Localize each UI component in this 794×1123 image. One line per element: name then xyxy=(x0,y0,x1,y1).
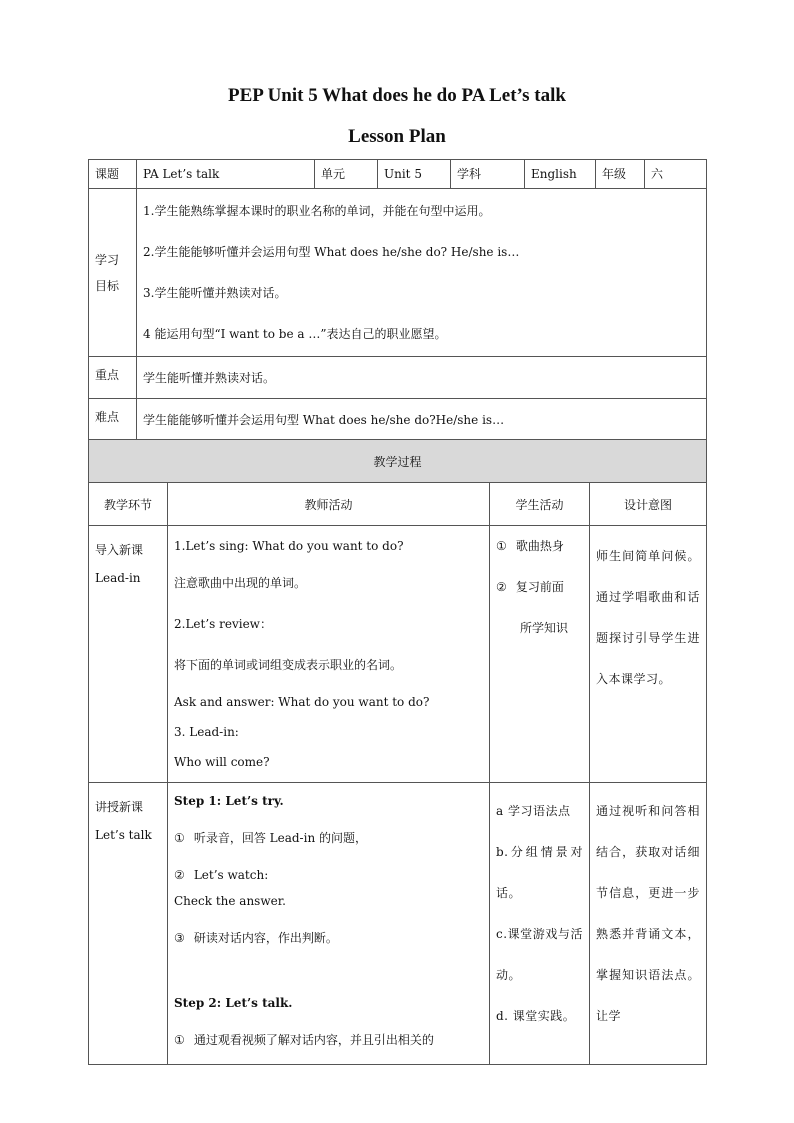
topic-value: PA Let’s talk xyxy=(137,160,315,189)
process-header-row xyxy=(89,483,707,526)
teacher-line: 将下面的单词或词组变成表示职业的名词。 xyxy=(174,658,403,672)
teacher-line: 注意歌曲中出现的单词。 xyxy=(174,576,307,590)
grade-value: 六 xyxy=(645,160,707,189)
circled-number: ① xyxy=(496,539,507,553)
teacher-line: 研读对话内容，作出判断。 xyxy=(193,931,338,945)
circled-number: ② xyxy=(496,580,507,594)
unit-label: 单元 xyxy=(315,160,378,189)
unit-value: Unit 5 xyxy=(378,160,451,189)
grade-label: 年级 xyxy=(596,160,645,189)
teacher-line: 通过观看视频了解对话内容，并且引出相关的 xyxy=(193,1033,434,1047)
lead-in-stage-cn: 导入新课 xyxy=(95,543,144,557)
student-line: 复习前面 xyxy=(515,580,564,594)
key-point-row xyxy=(89,357,707,399)
key-point-label: 重点 xyxy=(89,357,137,399)
objective-item: 2.学生能能够听懂并会运用句型 What does he/she do? He/she is… xyxy=(143,245,520,259)
header-intent: 设计意图 xyxy=(590,483,707,526)
lead-in-stage xyxy=(89,526,168,783)
student-line: 歌曲热身 xyxy=(515,539,564,553)
new-lesson-teacher xyxy=(168,783,490,1065)
new-lesson-student xyxy=(490,783,590,1065)
key-point-value: 学生能听懂并熟读对话。 xyxy=(137,357,707,399)
subject-value: English xyxy=(525,160,596,189)
header-teacher: 教师活动 xyxy=(168,483,490,526)
student-line: d. 课堂实践。 xyxy=(496,1009,576,1023)
new-lesson-stage xyxy=(89,783,168,1065)
header-stage: 教学环节 xyxy=(89,483,168,526)
teacher-line: 1.Let’s sing: What do you want to do? xyxy=(174,539,404,553)
lead-in-row xyxy=(89,526,707,783)
teacher-line: 听录音，回答 Lead-in 的问题， xyxy=(193,831,367,845)
lead-in-student xyxy=(490,526,590,783)
difficulty-value: 学生能能够听懂并会运用句型 What does he/she do?He/she is… xyxy=(137,399,707,441)
teacher-line: 3. Lead-in: xyxy=(174,725,239,739)
objective-item: 4 能运用句型“I want to be a …”表达自己的职业愿望。 xyxy=(143,327,447,341)
objectives-label-line2: 目标 xyxy=(95,278,120,293)
subject-label: 学科 xyxy=(451,160,525,189)
teacher-line: 2.Let’s review： xyxy=(174,617,272,631)
student-line: 所学知识 xyxy=(520,621,569,635)
topic-label: 课题 xyxy=(89,160,137,189)
circled-number: ② xyxy=(174,868,185,882)
objective-item: 3.学生能听懂并熟读对话。 xyxy=(143,286,287,300)
objective-item: 1.学生能熟练掌握本课时的职业名称的单词，并能在句型中运用。 xyxy=(143,204,491,218)
student-line: c.课堂游戏与活动。 xyxy=(496,927,583,982)
difficulty-row xyxy=(89,399,707,441)
lesson-info-table xyxy=(88,159,707,441)
circled-number: ① xyxy=(174,831,185,845)
objectives-label-line1: 学习 xyxy=(95,252,120,267)
difficulty-label: 难点 xyxy=(89,399,137,441)
teacher-line: Check the answer. xyxy=(174,894,286,908)
objectives-content xyxy=(137,189,707,357)
teacher-line: Ask and answer: What do you want to do? xyxy=(174,695,430,709)
document-title: PEP Unit 5 What does he do PA Let’s talk xyxy=(228,85,566,106)
new-lesson-stage-cn: 讲授新课 xyxy=(95,800,144,814)
lead-in-stage-en: Lead-in xyxy=(95,571,141,585)
new-lesson-stage-en: Let’s talk xyxy=(95,828,152,842)
teaching-process-table xyxy=(88,439,707,1065)
teacher-line: Who will come? xyxy=(174,755,270,769)
circled-number: ③ xyxy=(174,931,185,945)
objectives-row xyxy=(89,189,707,357)
student-line: b.分组情景对话。 xyxy=(496,845,583,900)
step1-heading: Step 1: Let’s try. xyxy=(174,794,284,808)
header-student: 学生活动 xyxy=(490,483,590,526)
step2-heading: Step 2: Let’s talk. xyxy=(174,996,293,1010)
student-line: a 学习语法点 xyxy=(496,804,571,818)
process-band: 教学过程 xyxy=(89,440,707,483)
new-lesson-row xyxy=(89,783,707,1065)
document-subtitle: Lesson Plan xyxy=(348,126,446,147)
teacher-line: Let’s watch: xyxy=(193,868,269,882)
circled-number: ① xyxy=(174,1033,185,1047)
lead-in-intent: 师生间简单问候。通过学唱歌曲和话题探讨引导学生进入本课学习。 xyxy=(590,526,707,783)
new-lesson-intent: 通过视听和问答相结合，获取对话细节信息，更进一步熟悉并背诵文本，掌握知识语法点。让学 xyxy=(590,783,707,1065)
lead-in-teacher xyxy=(168,526,490,783)
objectives-label xyxy=(89,189,137,357)
info-row xyxy=(89,160,707,189)
